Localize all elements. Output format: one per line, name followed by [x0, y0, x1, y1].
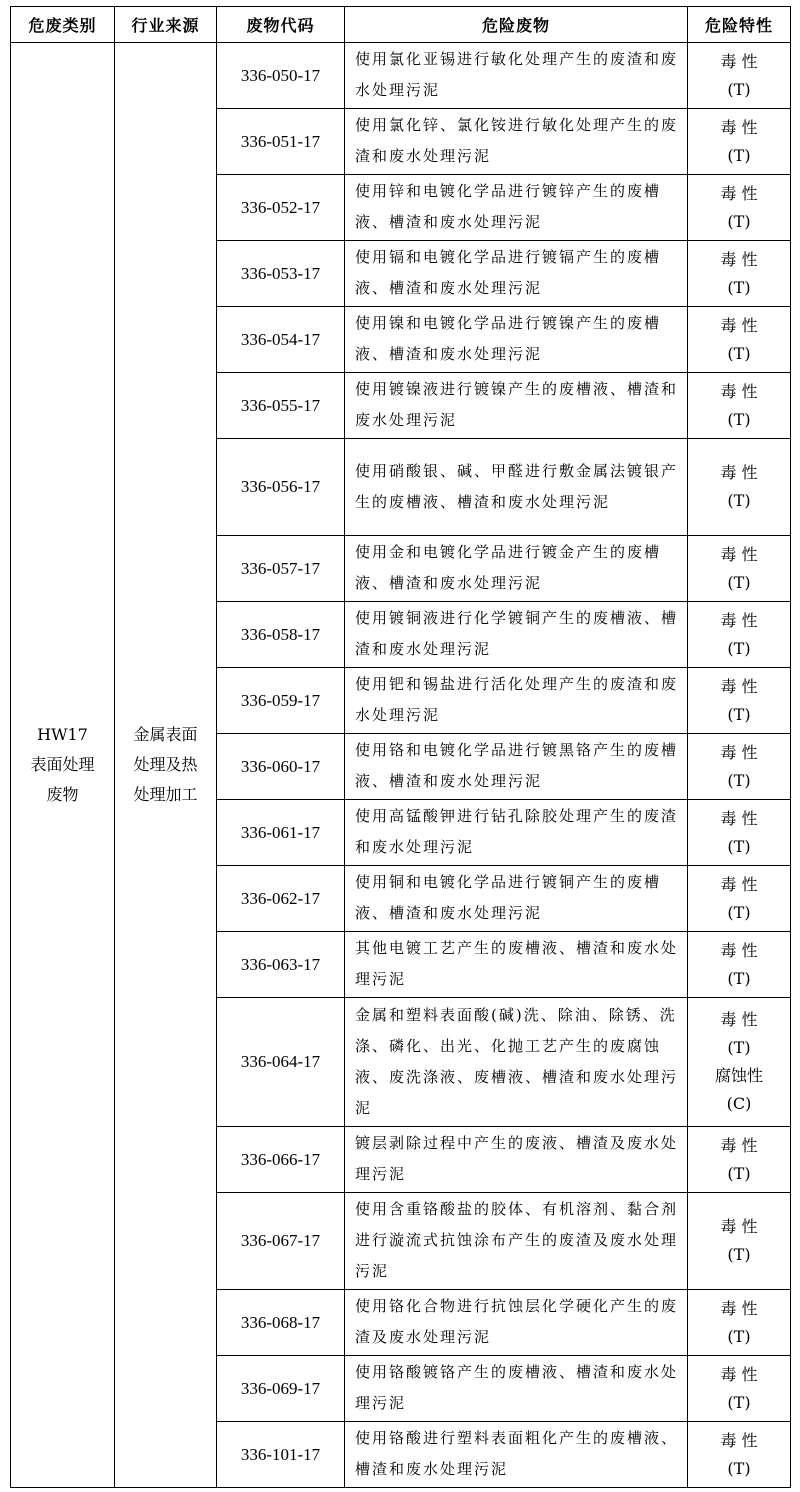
- hazard-property-line: (T): [727, 211, 751, 231]
- hazard-property-cell: [688, 307, 791, 373]
- header-row: [11, 7, 791, 43]
- hazard-property-line: 毒 性: [720, 940, 758, 960]
- hazardous-waste-cell: 使用铜和电镀化学品进行镀铜产生的废槽液、槽渣和废水处理污泥: [345, 866, 688, 932]
- hazardous-waste-cell: 使用锌和电镀化学品进行镀锌产生的废槽液、槽渣和废水处理污泥: [345, 175, 688, 241]
- source-line1: 金属表面: [133, 725, 198, 744]
- waste-code-cell: 336-060-17: [217, 734, 345, 800]
- hazard-property-line: (T): [727, 1326, 751, 1346]
- header-category: 危废类别: [11, 7, 115, 43]
- hazard-property-line: (T): [727, 1458, 751, 1478]
- hazard-property-cell: [688, 800, 791, 866]
- hazard-property-cell: [688, 734, 791, 800]
- waste-code-cell: 336-068-17: [217, 1290, 345, 1356]
- waste-code-cell: 336-054-17: [217, 307, 345, 373]
- hazard-property-line: (T): [727, 409, 751, 429]
- hazardous-waste-cell: 使用钯和锡盐进行活化处理产生的废渣和废水处理污泥: [345, 668, 688, 734]
- hazard-property-line: (T): [727, 572, 751, 592]
- hazard-property-line: 毒 性: [720, 544, 758, 564]
- hazard-property-line: (C): [726, 1094, 752, 1113]
- waste-code-cell: 336-062-17: [217, 866, 345, 932]
- hazardous-waste-cell: 使用含重铬酸盐的胶体、有机溶剂、黏合剂进行漩流式抗蚀涂布产生的废渣及废水处理污泥: [345, 1193, 688, 1290]
- hazard-property-line: 毒 性: [720, 183, 758, 203]
- hazardous-waste-cell: 使用金和电镀化学品进行镀金产生的废槽液、槽渣和废水处理污泥: [345, 536, 688, 602]
- hazardous-waste-cell: 使用硝酸银、碱、甲醛进行敷金属法镀银产生的废槽液、槽渣和废水处理污泥: [345, 439, 688, 536]
- hazard-property-line: 毒 性: [720, 1217, 758, 1236]
- hazardous-waste-cell: 使用氯化锌、氯化铵进行敏化处理产生的废渣和废水处理污泥: [345, 109, 688, 175]
- hazardous-waste-cell: 使用镉和电镀化学品进行镀镉产生的废槽液、槽渣和废水处理污泥: [345, 241, 688, 307]
- category-cell: [11, 43, 115, 1488]
- hazardous-waste-cell: 使用铬酸进行塑料表面粗化产生的废槽液、槽渣和废水处理污泥: [345, 1422, 688, 1488]
- hazard-property-line: (T): [727, 1245, 751, 1264]
- hazardous-waste-cell: 使用铬化合物进行抗蚀层化学硬化产生的废渣及废水处理污泥: [345, 1290, 688, 1356]
- hazard-property-line: 毒 性: [720, 1430, 758, 1450]
- hazard-property-cell: [688, 932, 791, 998]
- waste-code-cell: 336-056-17: [217, 439, 345, 536]
- hazard-property-cell: [688, 43, 791, 109]
- hazard-property-line: 毒 性: [720, 51, 758, 71]
- hazard-property-cell: [688, 439, 791, 536]
- hazard-property-line: (T): [727, 902, 751, 922]
- hazard-property-line: (T): [727, 1163, 751, 1183]
- waste-code-cell: 336-058-17: [217, 602, 345, 668]
- hazard-property-line: 毒 性: [720, 1135, 758, 1155]
- hazard-property-line: (T): [727, 704, 751, 724]
- hazard-property-line: 毒 性: [720, 463, 758, 482]
- hazard-property-line: 毒 性: [720, 742, 758, 762]
- waste-code-cell: 336-053-17: [217, 241, 345, 307]
- hazardous-waste-cell: 使用镀铜液进行化学镀铜产生的废槽液、槽渣和废水处理污泥: [345, 602, 688, 668]
- hazard-property-line: 腐蚀性: [714, 1066, 763, 1085]
- source-line3: 处理加工: [133, 785, 198, 804]
- source-line2: 处理及热: [133, 755, 198, 774]
- hazard-property-line: (T): [727, 836, 751, 856]
- hazard-property-line: 毒 性: [720, 117, 758, 137]
- hazard-property-cell: [688, 241, 791, 307]
- hazard-property-cell: [688, 1290, 791, 1356]
- hazard-property-line: (T): [727, 277, 751, 297]
- hazard-property-line: (T): [727, 770, 751, 790]
- waste-code-cell: 336-055-17: [217, 373, 345, 439]
- header-source: 行业来源: [115, 7, 217, 43]
- hazardous-waste-cell: 使用铬酸镀铬产生的废槽液、槽渣和废水处理污泥: [345, 1356, 688, 1422]
- hazard-property-cell: [688, 1193, 791, 1290]
- hazardous-waste-cell: 镀层剥除过程中产生的废液、槽渣及废水处理污泥: [345, 1127, 688, 1193]
- waste-code-cell: 336-059-17: [217, 668, 345, 734]
- hazard-property-cell: [688, 668, 791, 734]
- category-line3: 废物: [46, 785, 79, 804]
- waste-code-cell: 336-069-17: [217, 1356, 345, 1422]
- waste-code-cell: 336-057-17: [217, 536, 345, 602]
- waste-code-cell: 336-067-17: [217, 1193, 345, 1290]
- waste-code-cell: 336-066-17: [217, 1127, 345, 1193]
- hazard-property-cell: [688, 1127, 791, 1193]
- hazardous-waste-cell: 使用铬和电镀化学品进行镀黑铬产生的废槽液、槽渣和废水处理污泥: [345, 734, 688, 800]
- hazardous-waste-cell: 使用氯化亚锡进行敏化处理产生的废渣和废水处理污泥: [345, 43, 688, 109]
- hazardous-waste-table: [10, 6, 791, 1488]
- waste-code-cell: 336-064-17: [217, 998, 345, 1127]
- hazard-property-cell: [688, 1422, 791, 1488]
- waste-code-cell: 336-063-17: [217, 932, 345, 998]
- hazard-property-line: 毒 性: [720, 315, 758, 335]
- table-row: [11, 43, 791, 109]
- hazard-property-line: (T): [727, 1038, 751, 1057]
- waste-code-cell: 336-101-17: [217, 1422, 345, 1488]
- hazard-property-line: 毒 性: [720, 676, 758, 696]
- hazard-property-line: (T): [727, 1392, 751, 1412]
- hazard-property-cell: [688, 602, 791, 668]
- table-body: [11, 43, 791, 1488]
- waste-code-cell: 336-061-17: [217, 800, 345, 866]
- source-cell: [115, 43, 217, 1488]
- hazardous-waste-cell: 使用高锰酸钾进行钻孔除胶处理产生的废渣和废水处理污泥: [345, 800, 688, 866]
- hazard-property-line: (T): [727, 638, 751, 658]
- waste-code-cell: 336-051-17: [217, 109, 345, 175]
- hazard-property-line: 毒 性: [720, 249, 758, 269]
- category-line2: 表面处理: [30, 755, 95, 774]
- header-property: 危险特性: [688, 7, 791, 43]
- hazard-property-cell: [688, 1356, 791, 1422]
- waste-code-cell: 336-052-17: [217, 175, 345, 241]
- hazard-property-line: 毒 性: [720, 610, 758, 630]
- hazardous-waste-cell: 使用镍和电镀化学品进行镀镍产生的废槽液、槽渣和废水处理污泥: [345, 307, 688, 373]
- hazard-property-line: (T): [727, 145, 751, 165]
- hazardous-waste-cell: 其他电镀工艺产生的废槽液、槽渣和废水处理污泥: [345, 932, 688, 998]
- hazard-property-line: (T): [727, 491, 751, 510]
- hazard-property-cell: [688, 998, 791, 1127]
- category-line1: HW17: [37, 725, 88, 744]
- hazard-property-cell: [688, 373, 791, 439]
- hazard-property-line: 毒 性: [720, 1298, 758, 1318]
- hazard-property-cell: [688, 866, 791, 932]
- hazard-property-line: 毒 性: [720, 808, 758, 828]
- waste-code-cell: 336-050-17: [217, 43, 345, 109]
- header-code: 废物代码: [217, 7, 345, 43]
- hazard-property-cell: [688, 536, 791, 602]
- hazardous-waste-cell: 使用镀镍液进行镀镍产生的废槽液、槽渣和废水处理污泥: [345, 373, 688, 439]
- hazard-property-line: 毒 性: [720, 1364, 758, 1384]
- hazard-property-cell: [688, 109, 791, 175]
- hazard-property-line: (T): [727, 343, 751, 363]
- hazard-property-line: 毒 性: [720, 874, 758, 894]
- hazard-property-line: 毒 性: [720, 1010, 758, 1029]
- header-waste: 危险废物: [345, 7, 688, 43]
- hazard-property-line: (T): [727, 968, 751, 988]
- hazard-property-line: 毒 性: [720, 381, 758, 401]
- hazard-property-cell: [688, 175, 791, 241]
- hazardous-waste-cell: 金属和塑料表面酸(碱)洗、除油、除锈、洗涤、磷化、出光、化抛工艺产生的废腐蚀液、废洗涤液、废槽液、槽渣和废水处理污泥: [345, 998, 688, 1127]
- hazard-property-line: (T): [727, 79, 751, 99]
